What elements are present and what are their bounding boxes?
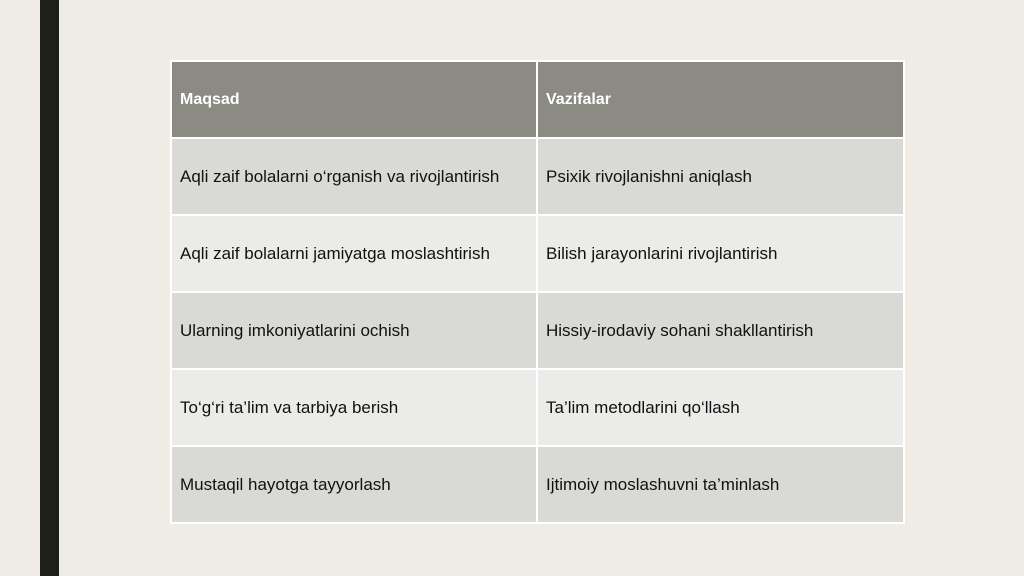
table-cell: Hissiy-irodaviy sohani shakllantirish [537,292,904,369]
table-cell: Mustaqil hayotga tayyorlash [171,446,537,523]
table-cell: Psixik rivojlanishni aniqlash [537,138,904,215]
table-row [171,138,904,215]
table-row [171,446,904,523]
table-row [171,215,904,292]
table-header-row [171,61,904,138]
table-cell: To‘g‘ri ta’lim va tarbiya berish [171,369,537,446]
header-maqsad: Maqsad [171,61,537,138]
table-cell: Ularning imkoniyatlarini ochish [171,292,537,369]
decorative-side-bar [40,0,59,576]
header-vazifalar: Vazifalar [537,61,904,138]
table-row [171,292,904,369]
table-cell: Aqli zaif bolalarni o‘rganish va rivojlantirish [171,138,537,215]
table-cell: Ijtimoiy moslashuvni ta’minlash [537,446,904,523]
table-row [171,369,904,446]
goals-tasks-table [170,60,905,524]
table-cell: Aqli zaif bolalarni jamiyatga moslashtirish [171,215,537,292]
table-cell: Bilish jarayonlarini rivojlantirish [537,215,904,292]
table-cell: Ta’lim metodlarini qo‘llash [537,369,904,446]
